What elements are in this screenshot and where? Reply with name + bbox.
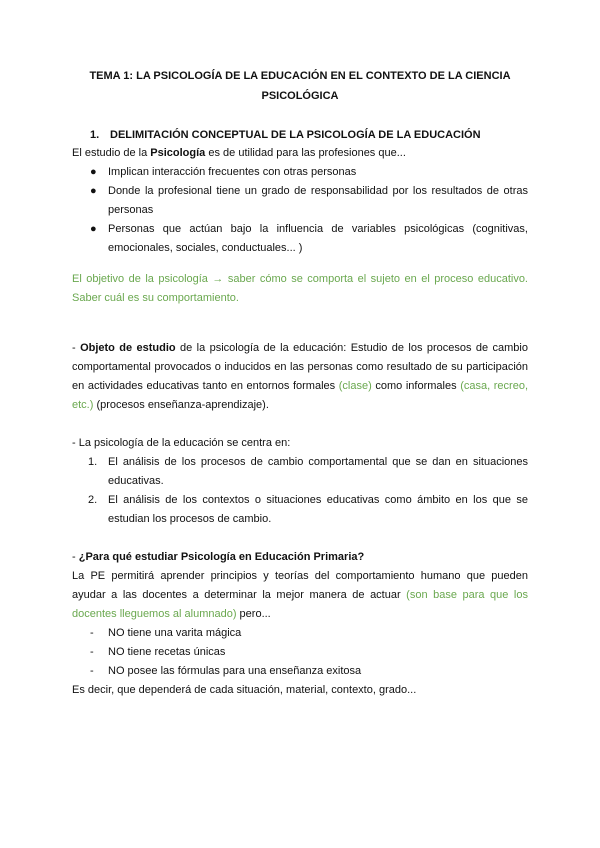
- intro-bold: Psicología: [150, 147, 206, 159]
- list-item-text: El análisis de los contextos o situaciones educativas como ámbito en los que se estudian los procesos de cambio.: [108, 494, 528, 525]
- intro-paragraph: [72, 144, 528, 163]
- intro-text-end: es de utilidad para las profesiones que...: [205, 147, 406, 159]
- list-number: 2.: [88, 494, 98, 506]
- objeto-text: de la psicología de la educación: Estudio de los procesos de cambio comportamental provocados o inducidos en las personas como resultado de su participación en actividades educativas tanto en entornos formales: [72, 342, 528, 392]
- list-item: [72, 662, 528, 681]
- dash-list: [72, 624, 528, 681]
- objeto-paragraph: [72, 339, 528, 415]
- list-number: 1.: [88, 456, 98, 468]
- list-item-text: NO posee las fórmulas para una enseñanza exitosa: [108, 665, 362, 677]
- para-que-heading-text: ¿Para qué estudiar Psicología en Educación Primaria?: [78, 551, 365, 563]
- para-que-paragraph: [72, 567, 528, 624]
- list-item: [72, 220, 528, 258]
- list-item-text: Donde la profesional tiene un grado de responsabilidad por los resultados de otras personas: [108, 185, 528, 216]
- section-heading: [72, 127, 528, 144]
- objeto-text: como informales: [371, 380, 461, 392]
- bullet-icon: ●: [90, 166, 97, 178]
- list-item-text: NO tiene una varita mágica: [108, 627, 242, 639]
- closing-paragraph: Es decir, que dependerá de cada situación, material, contexto, grado...: [72, 684, 417, 696]
- bullet-list: [72, 163, 528, 258]
- dash-icon: -: [90, 665, 94, 677]
- list-item: [72, 182, 528, 220]
- objeto-green-note: (casa, recreo, etc.): [72, 380, 529, 411]
- intro-text: El estudio de la: [72, 147, 151, 159]
- dash: -: [72, 551, 79, 563]
- list-item-text: Implican interacción frecuentes con otras personas: [108, 166, 357, 178]
- objeto-bold: Objeto de estudio: [80, 342, 176, 354]
- objeto-green-note: (clase): [338, 380, 372, 392]
- objective-note: El objetivo de la psicología → saber cómo se comporta el sujeto en el proceso educativo. Saber cuál es su comportamiento.: [72, 273, 528, 304]
- dash-icon: -: [90, 627, 94, 639]
- bullet-icon: ●: [90, 223, 97, 235]
- numbered-list: [72, 453, 528, 529]
- bullet-icon: ●: [90, 185, 97, 197]
- list-item-text: El análisis de los procesos de cambio comportamental que se dan en situaciones educativas.: [108, 456, 528, 487]
- objeto-text: (procesos enseñanza-aprendizaje).: [93, 399, 269, 411]
- para-que-text: La PE permitirá aprender principios y teorías del comportamiento humano que pueden ayudar a las docentes a determinar la mejor manera de actuar: [72, 570, 528, 601]
- list-item: [72, 491, 528, 529]
- list-item: [72, 453, 528, 491]
- list-item-text: NO tiene recetas únicas: [108, 646, 226, 658]
- section-heading-text: DELIMITACIÓN CONCEPTUAL DE LA PSICOLOGÍA DE LA EDUCACIÓN: [110, 129, 481, 141]
- document-title: TEMA 1: LA PSICOLOGÍA DE LA EDUCACIÓN EN EL CONTEXTO DE LA CIENCIA PSICOLÓGICA: [89, 70, 511, 102]
- document-page: [72, 66, 528, 700]
- centra-intro: - La psicología de la educación se centra en:: [72, 437, 291, 449]
- dash: -: [72, 342, 81, 354]
- section-number: 1.: [90, 129, 100, 141]
- para-que-green-note: (son base para que los docentes lleguemos al alumnado): [72, 589, 528, 620]
- list-item-text: Personas que actúan bajo la influencia de variables psicológicas (cognitivas, emocionales, sociales, conductuales... ): [108, 223, 528, 254]
- list-item: [72, 624, 528, 643]
- list-item: [72, 643, 528, 662]
- para-que-heading: [72, 548, 528, 567]
- para-que-text: pero...: [236, 608, 271, 620]
- list-item: [72, 163, 528, 182]
- dash-icon: -: [90, 646, 94, 658]
